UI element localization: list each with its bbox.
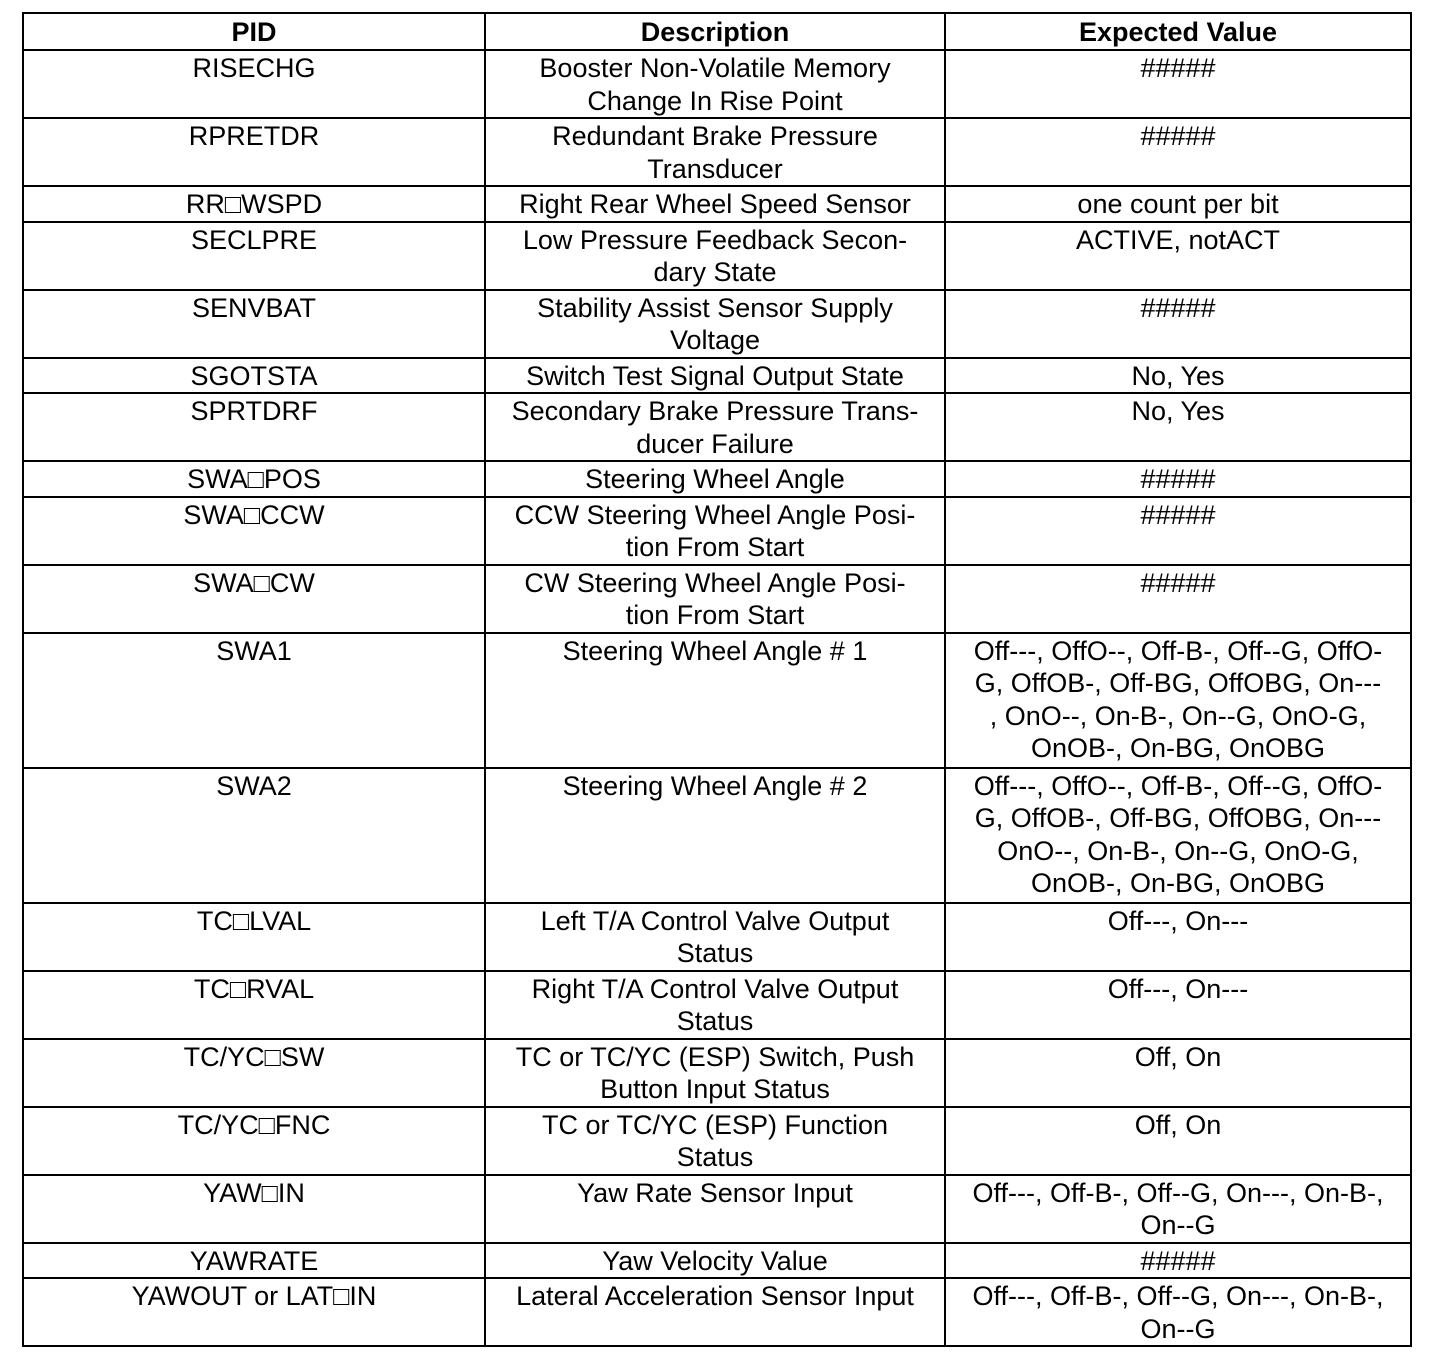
pid-cell: RISECHG [23,50,485,118]
description-cell: TC or TC/YC (ESP) Function Status [485,1107,945,1175]
column-header-expected-value: Expected Value [945,13,1411,50]
description-cell: Booster Non-Volatile Memory Change In Rise Point [485,50,945,118]
pid-cell: SWA□CCW [23,497,485,565]
table-row [23,461,1411,497]
description-cell: Stability Assist Sensor Supply Voltage [485,290,945,358]
description-cell: Steering Wheel Angle # 2 [485,768,945,903]
description-cell: Yaw Rate Sensor Input [485,1175,945,1243]
table-row [23,50,1411,118]
expected-value-cell: one count per bit [945,186,1411,222]
table-row [23,358,1411,394]
table-row [23,497,1411,565]
description-cell: CCW Steering Wheel Angle Posi- tion From Start [485,497,945,565]
pid-cell: SWA□POS [23,461,485,497]
pid-table [22,12,1412,1347]
table-row [23,393,1411,461]
pid-cell: SWA2 [23,768,485,903]
description-cell: Left T/A Control Valve Output Status [485,903,945,971]
expected-value-cell: ##### [945,1243,1411,1279]
pid-cell: YAWOUT or LAT□IN [23,1278,485,1346]
expected-value-cell: No, Yes [945,393,1411,461]
description-cell: Yaw Velocity Value [485,1243,945,1279]
description-cell: Steering Wheel Angle # 1 [485,633,945,768]
pid-cell: TC/YC□FNC [23,1107,485,1175]
description-cell: Redundant Brake Pressure Transducer [485,118,945,186]
table-row [23,633,1411,768]
expected-value-cell: No, Yes [945,358,1411,394]
description-cell: Secondary Brake Pressure Trans- ducer Failure [485,393,945,461]
table-row [23,971,1411,1039]
pid-cell: YAWRATE [23,1243,485,1279]
table-header [23,13,1411,50]
table-row [23,118,1411,186]
pid-cell: TC□LVAL [23,903,485,971]
table-body [23,50,1411,1346]
expected-value-cell: ##### [945,565,1411,633]
pid-cell: SWA1 [23,633,485,768]
expected-value-cell: Off---, On--- [945,971,1411,1039]
description-cell: Steering Wheel Angle [485,461,945,497]
expected-value-cell: Off---, Off-B-, Off--G, On---, On-B-, On--G [945,1175,1411,1243]
column-header-description: Description [485,13,945,50]
column-header-pid: PID [23,13,485,50]
expected-value-cell: ##### [945,497,1411,565]
table-row [23,186,1411,222]
pid-cell: SGOTSTA [23,358,485,394]
expected-value-cell: Off, On [945,1039,1411,1107]
pid-cell: SWA□CW [23,565,485,633]
description-cell: CW Steering Wheel Angle Posi- tion From Start [485,565,945,633]
expected-value-cell: ACTIVE, notACT [945,222,1411,290]
pid-cell: RR□WSPD [23,186,485,222]
table-row [23,222,1411,290]
expected-value-cell: Off---, Off-B-, Off--G, On---, On-B-, On--G [945,1278,1411,1346]
description-cell: TC or TC/YC (ESP) Switch, Push Button Input Status [485,1039,945,1107]
table-row [23,768,1411,903]
pid-cell: TC/YC□SW [23,1039,485,1107]
description-cell: Lateral Acceleration Sensor Input [485,1278,945,1346]
expected-value-cell: ##### [945,118,1411,186]
table-row [23,1039,1411,1107]
description-cell: Right T/A Control Valve Output Status [485,971,945,1039]
table-row [23,1107,1411,1175]
description-cell: Right Rear Wheel Speed Sensor [485,186,945,222]
pid-cell: SPRTDRF [23,393,485,461]
pid-cell: YAW□IN [23,1175,485,1243]
header-row [23,13,1411,50]
pid-cell: SENVBAT [23,290,485,358]
description-cell: Switch Test Signal Output State [485,358,945,394]
table-row [23,290,1411,358]
expected-value-cell: ##### [945,461,1411,497]
expected-value-cell: ##### [945,290,1411,358]
table-row [23,903,1411,971]
expected-value-cell: ##### [945,50,1411,118]
table-row [23,1243,1411,1279]
pid-cell: SECLPRE [23,222,485,290]
expected-value-cell: Off---, On--- [945,903,1411,971]
table-row [23,1175,1411,1243]
table-row [23,565,1411,633]
pid-cell: RPRETDR [23,118,485,186]
description-cell: Low Pressure Feedback Secon- dary State [485,222,945,290]
pid-cell: TC□RVAL [23,971,485,1039]
expected-value-cell: Off, On [945,1107,1411,1175]
expected-value-cell: Off---, OffO--, Off-B-, Off--G, OffO- G, OffOB-, Off-BG, OffOBG, On--- OnO--, On-B-, On--G, OnO-G, OnOB-, On-BG, OnOBG [945,768,1411,903]
table-row [23,1278,1411,1346]
expected-value-cell: Off---, OffO--, Off-B-, Off--G, OffO- G, OffOB-, Off-BG, OffOBG, On--- , OnO--, On-B-, On--G, OnO-G, OnOB-, On-BG, OnOBG [945,633,1411,768]
